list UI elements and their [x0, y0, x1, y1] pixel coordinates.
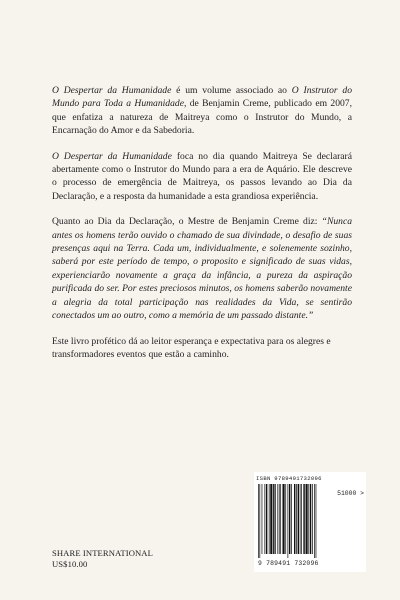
- paragraph-closing: [52, 335, 352, 362]
- barcode-bars: [258, 484, 338, 558]
- publisher-block: [52, 548, 153, 570]
- publisher-name: SHARE INTERNATIONAL: [52, 548, 153, 558]
- barcode-bar: [270, 484, 272, 554]
- master-quote: “Nunca antes os homens terão ouvido o chamado de sua divindade, o desafio de suas presenças aqui na Terra. Cada um, individualmente, e solenemente sozinho, saberá por este período de tempo, o proposito e significado de suas vidas, experienciarão novamente a graça da infância, a pureza da aspiração purificada do ser. Por estes preciosos minutos, os homens saberão novamente a alegria da total participação nas realidades da Vida, se sentirão conectados um ao outro, como a memória de um passado distante.”: [52, 216, 352, 322]
- paragraph-text: é um volume associado ao: [171, 85, 292, 96]
- barcode-bar: [288, 484, 289, 558]
- paragraph-text: , de Benjamin Creme, publicado em 2007, que enfatiza a natureza de Maitreya como o Instrutor do Mundo, a Encarnação do Amor e da Sabedoria.: [52, 98, 352, 137]
- barcode-bar: [259, 484, 260, 558]
- barcode-bar: [258, 484, 259, 558]
- isbn-digits: 9 789491 732096: [258, 560, 319, 567]
- barcode-bar: [316, 484, 317, 558]
- isbn-label: ISBN 9789491732096: [256, 475, 322, 482]
- barcode-bar: [277, 484, 278, 554]
- paragraph-text: Este livro profético dá ao leitor esperança e expectativa para os alegres e transformadores eventos que estão a caminho.: [52, 335, 331, 360]
- barcode-bar: [266, 484, 267, 554]
- barcode-bar: [303, 484, 304, 554]
- barcode-bar: [296, 484, 297, 554]
- barcode-bar: [314, 484, 315, 558]
- paragraph-intro: [52, 84, 352, 138]
- barcode-bar: [308, 484, 309, 554]
- barcode-bar: [301, 484, 302, 554]
- companion-book-title: O Instrutor do Mundo para Toda a Humanidade: [52, 85, 353, 110]
- barcode-bar: [312, 484, 313, 554]
- barcode-bar: [273, 484, 274, 554]
- barcode-bar: [291, 484, 292, 554]
- barcode-bar: [298, 484, 299, 554]
- paragraph-focus: [52, 150, 352, 204]
- barcode-bar: [275, 484, 276, 554]
- barcode-bar: [294, 484, 295, 554]
- barcode-bar: [269, 484, 270, 554]
- price-code: 51000 >: [337, 490, 364, 497]
- price-label: US$10.00: [52, 559, 88, 569]
- paragraph-quote: [52, 215, 352, 322]
- barcode-bar: [289, 484, 290, 554]
- barcode-bar: [264, 484, 265, 554]
- barcode-bar: [300, 484, 301, 554]
- barcode-bar: [282, 484, 284, 554]
- quote-intro: Quanto ao Dia da Declaração, o Mestre de Benjamin Creme diz:: [52, 216, 322, 228]
- barcode-bar: [280, 484, 281, 554]
- barcode-bar: [310, 484, 311, 554]
- barcode-bar: [279, 484, 280, 554]
- paragraph-text: foca no dia quando Maitreya Se declarará abertamente como o Instrutor do Mundo para a era de Aquário. Ele descreve o processo de emergência de Maitreya, os passos levando ao Dia da Declaração, e a resposta da humanidade a esta grandiosa experiência.: [52, 150, 353, 202]
- back-cover-text: [52, 84, 352, 373]
- isbn-barcode: [254, 472, 366, 572]
- book-title: O Despertar da Humanidade: [52, 150, 172, 162]
- barcode-bar: [306, 484, 308, 554]
- barcode-bar: [262, 484, 263, 554]
- book-title: O Despertar da Humanidade: [52, 85, 172, 96]
- barcode-bar: [285, 484, 286, 554]
